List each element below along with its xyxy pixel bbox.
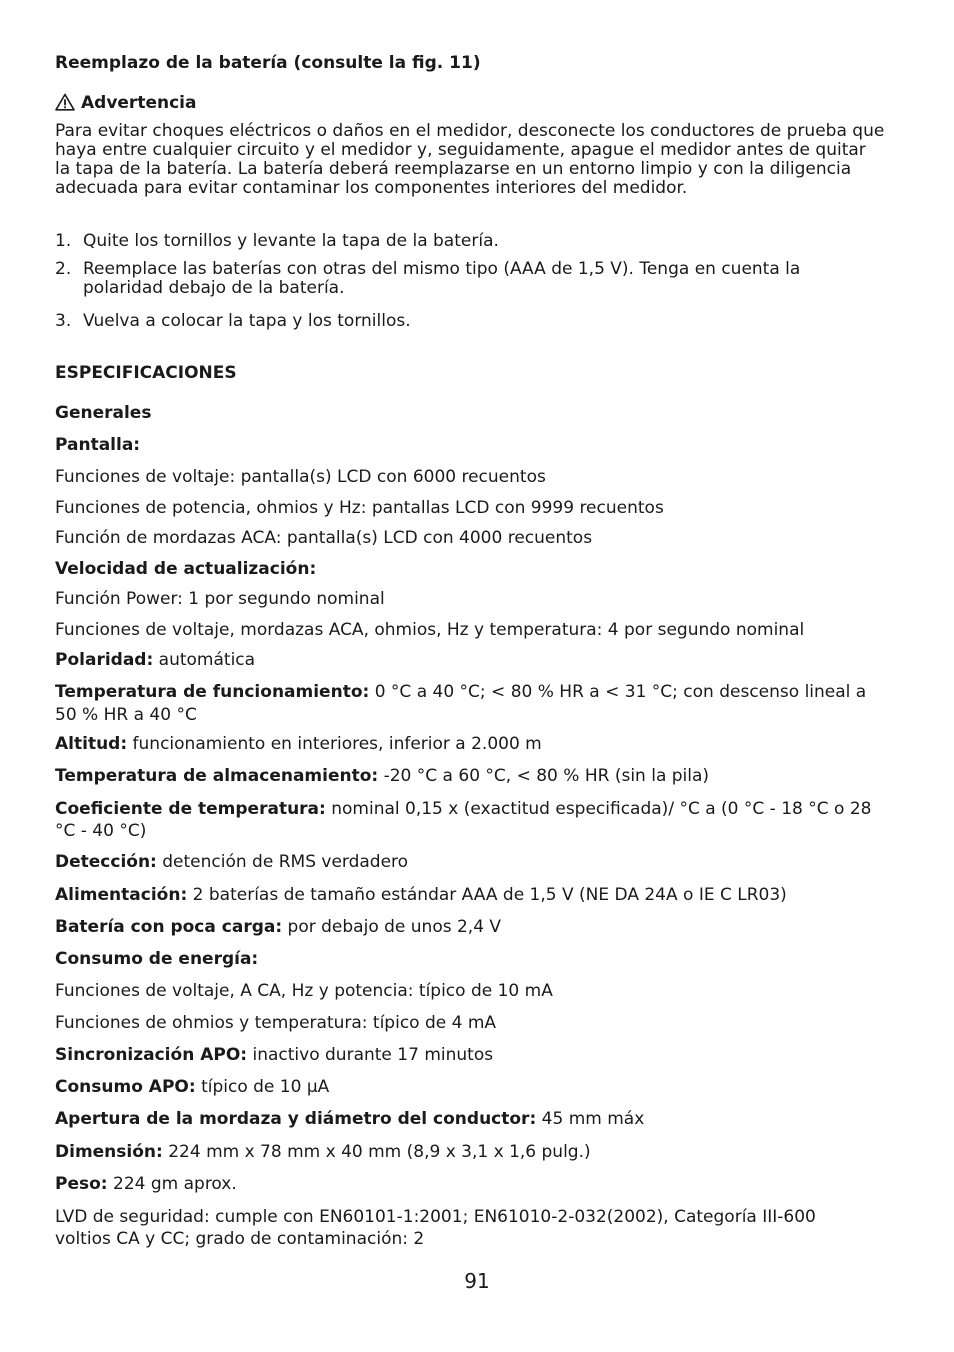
spec-storage-temperature bbox=[55, 766, 709, 786]
step-text: Vuelva a colocar la tapa y los tornillos. bbox=[83, 311, 411, 331]
spec-label: Dimensión: bbox=[55, 1142, 163, 1162]
spec-value: automática bbox=[153, 650, 256, 670]
spec-label: Sincronización APO: bbox=[55, 1045, 248, 1065]
consumption-line: Funciones de ohmios y temperatura: típico de 4 mA bbox=[55, 1013, 497, 1033]
spec-jaw-opening bbox=[55, 1109, 644, 1129]
spec-value: 45 mm máx bbox=[536, 1109, 645, 1129]
spec-value: 224 gm aprox. bbox=[107, 1174, 237, 1194]
step-number: 2. bbox=[55, 259, 72, 279]
display-label: Pantalla: bbox=[55, 435, 141, 455]
display-line: Funciones de voltaje: pantalla(s) LCD con 6000 recuentos bbox=[55, 467, 546, 487]
step-text: Reemplace las baterías con otras del mismo tipo (AAA de 1,5 V). Tenga en cuenta la polaridad debajo de la batería. bbox=[83, 259, 801, 298]
spec-detection bbox=[55, 852, 408, 872]
spec-altitude bbox=[55, 734, 542, 754]
warning-text: Para evitar choques eléctricos o daños en el medidor, desconecte los conductores de prueba que haya entre cualquier circuito y el medidor y, seguidamente, apague el medidor antes de quitar la tapa de la batería. La batería deberá reemplazarse en un entorno limpio y con la diligencia adecuada para evitar contaminar los componentes interiores del medidor. bbox=[55, 121, 885, 198]
spec-polarity bbox=[55, 650, 255, 670]
specs-subheading: Generales bbox=[55, 403, 152, 423]
update-rate-line: Función Power: 1 por segundo nominal bbox=[55, 589, 385, 609]
spec-value: 2 baterías de tamaño estándar AAA de 1,5 V (NE DA 24A o IE C LR03) bbox=[187, 885, 787, 905]
spec-value: nominal 0,15 x (exactitud especificada)/ °C a (0 °C - 18 °C o 28 °C - 40 °C) bbox=[55, 799, 872, 841]
consumption-label: Consumo de energía: bbox=[55, 949, 259, 969]
spec-label: Alimentación: bbox=[55, 885, 188, 905]
spec-value: -20 °C a 60 °C, < 80 % HR (sin la pila) bbox=[378, 766, 710, 786]
spec-value: 224 mm x 78 mm x 40 mm (8,9 x 3,1 x 1,6 pulg.) bbox=[162, 1142, 591, 1162]
specs-heading: ESPECIFICACIONES bbox=[55, 363, 237, 383]
step-text: Quite los tornillos y levante la tapa de la batería. bbox=[83, 231, 499, 251]
spec-value: 0 °C a 40 °C; < 80 % HR a < 31 °C; con descenso lineal a 50 % HR a 40 °C bbox=[55, 682, 867, 725]
spec-label: Altitud: bbox=[55, 734, 128, 754]
warning-label: Advertencia bbox=[81, 93, 197, 113]
spec-operating-temperature bbox=[55, 681, 885, 727]
spec-value: detención de RMS verdadero bbox=[156, 852, 409, 872]
spec-low-battery bbox=[55, 917, 501, 937]
spec-label: Temperatura de funcionamiento: bbox=[55, 682, 370, 702]
spec-value: funcionamiento en interiores, inferior a 2.000 m bbox=[127, 734, 542, 754]
spec-value: por debajo de unos 2,4 V bbox=[282, 917, 502, 937]
spec-label: Apertura de la mordaza y diámetro del conductor: bbox=[55, 1109, 537, 1129]
step-number: 3. bbox=[55, 311, 72, 331]
spec-label: Coeficiente de temperatura: bbox=[55, 799, 326, 819]
spec-apo-consumption bbox=[55, 1077, 329, 1097]
spec-weight bbox=[55, 1174, 237, 1194]
consumption-line: Funciones de voltaje, A CA, Hz y potencia: típico de 10 mA bbox=[55, 981, 553, 1001]
update-rate-label: Velocidad de actualización: bbox=[55, 559, 317, 579]
display-line: Función de mordazas ACA: pantalla(s) LCD con 4000 recuentos bbox=[55, 528, 593, 548]
list-item bbox=[55, 260, 885, 300]
spec-label: Consumo APO: bbox=[55, 1077, 196, 1097]
spec-dimension bbox=[55, 1142, 591, 1162]
spec-label: Peso: bbox=[55, 1174, 108, 1194]
warning-icon bbox=[55, 93, 75, 111]
battery-title: Reemplazo de la batería (consulte la fig. 11) bbox=[55, 53, 481, 73]
spec-label: Batería con poca carga: bbox=[55, 917, 283, 937]
spec-apo-sync bbox=[55, 1045, 493, 1065]
spec-safety: LVD de seguridad: cumple con EN60101-1:2001; EN61010-2-032(2002), Categoría III-600 voltios CA y CC; grado de contaminación: 2 bbox=[55, 1207, 816, 1249]
spec-label: Polaridad: bbox=[55, 650, 154, 670]
spec-label: Detección: bbox=[55, 852, 157, 872]
spec-temperature-coefficient bbox=[55, 798, 885, 842]
display-line: Funciones de potencia, ohmios y Hz: pantallas LCD con 9999 recuentos bbox=[55, 498, 664, 518]
spec-value: típico de 10 µA bbox=[195, 1077, 330, 1097]
page-number: 91 bbox=[464, 1269, 490, 1293]
warning-heading bbox=[55, 93, 196, 113]
update-rate-line: Funciones de voltaje, mordazas ACA, ohmios, Hz y temperatura: 4 por segundo nominal bbox=[55, 620, 805, 640]
spec-label: Temperatura de almacenamiento: bbox=[55, 766, 379, 786]
step-number: 1. bbox=[55, 231, 72, 251]
spec-power-supply bbox=[55, 885, 787, 905]
spec-value: inactivo durante 17 minutos bbox=[247, 1045, 494, 1065]
